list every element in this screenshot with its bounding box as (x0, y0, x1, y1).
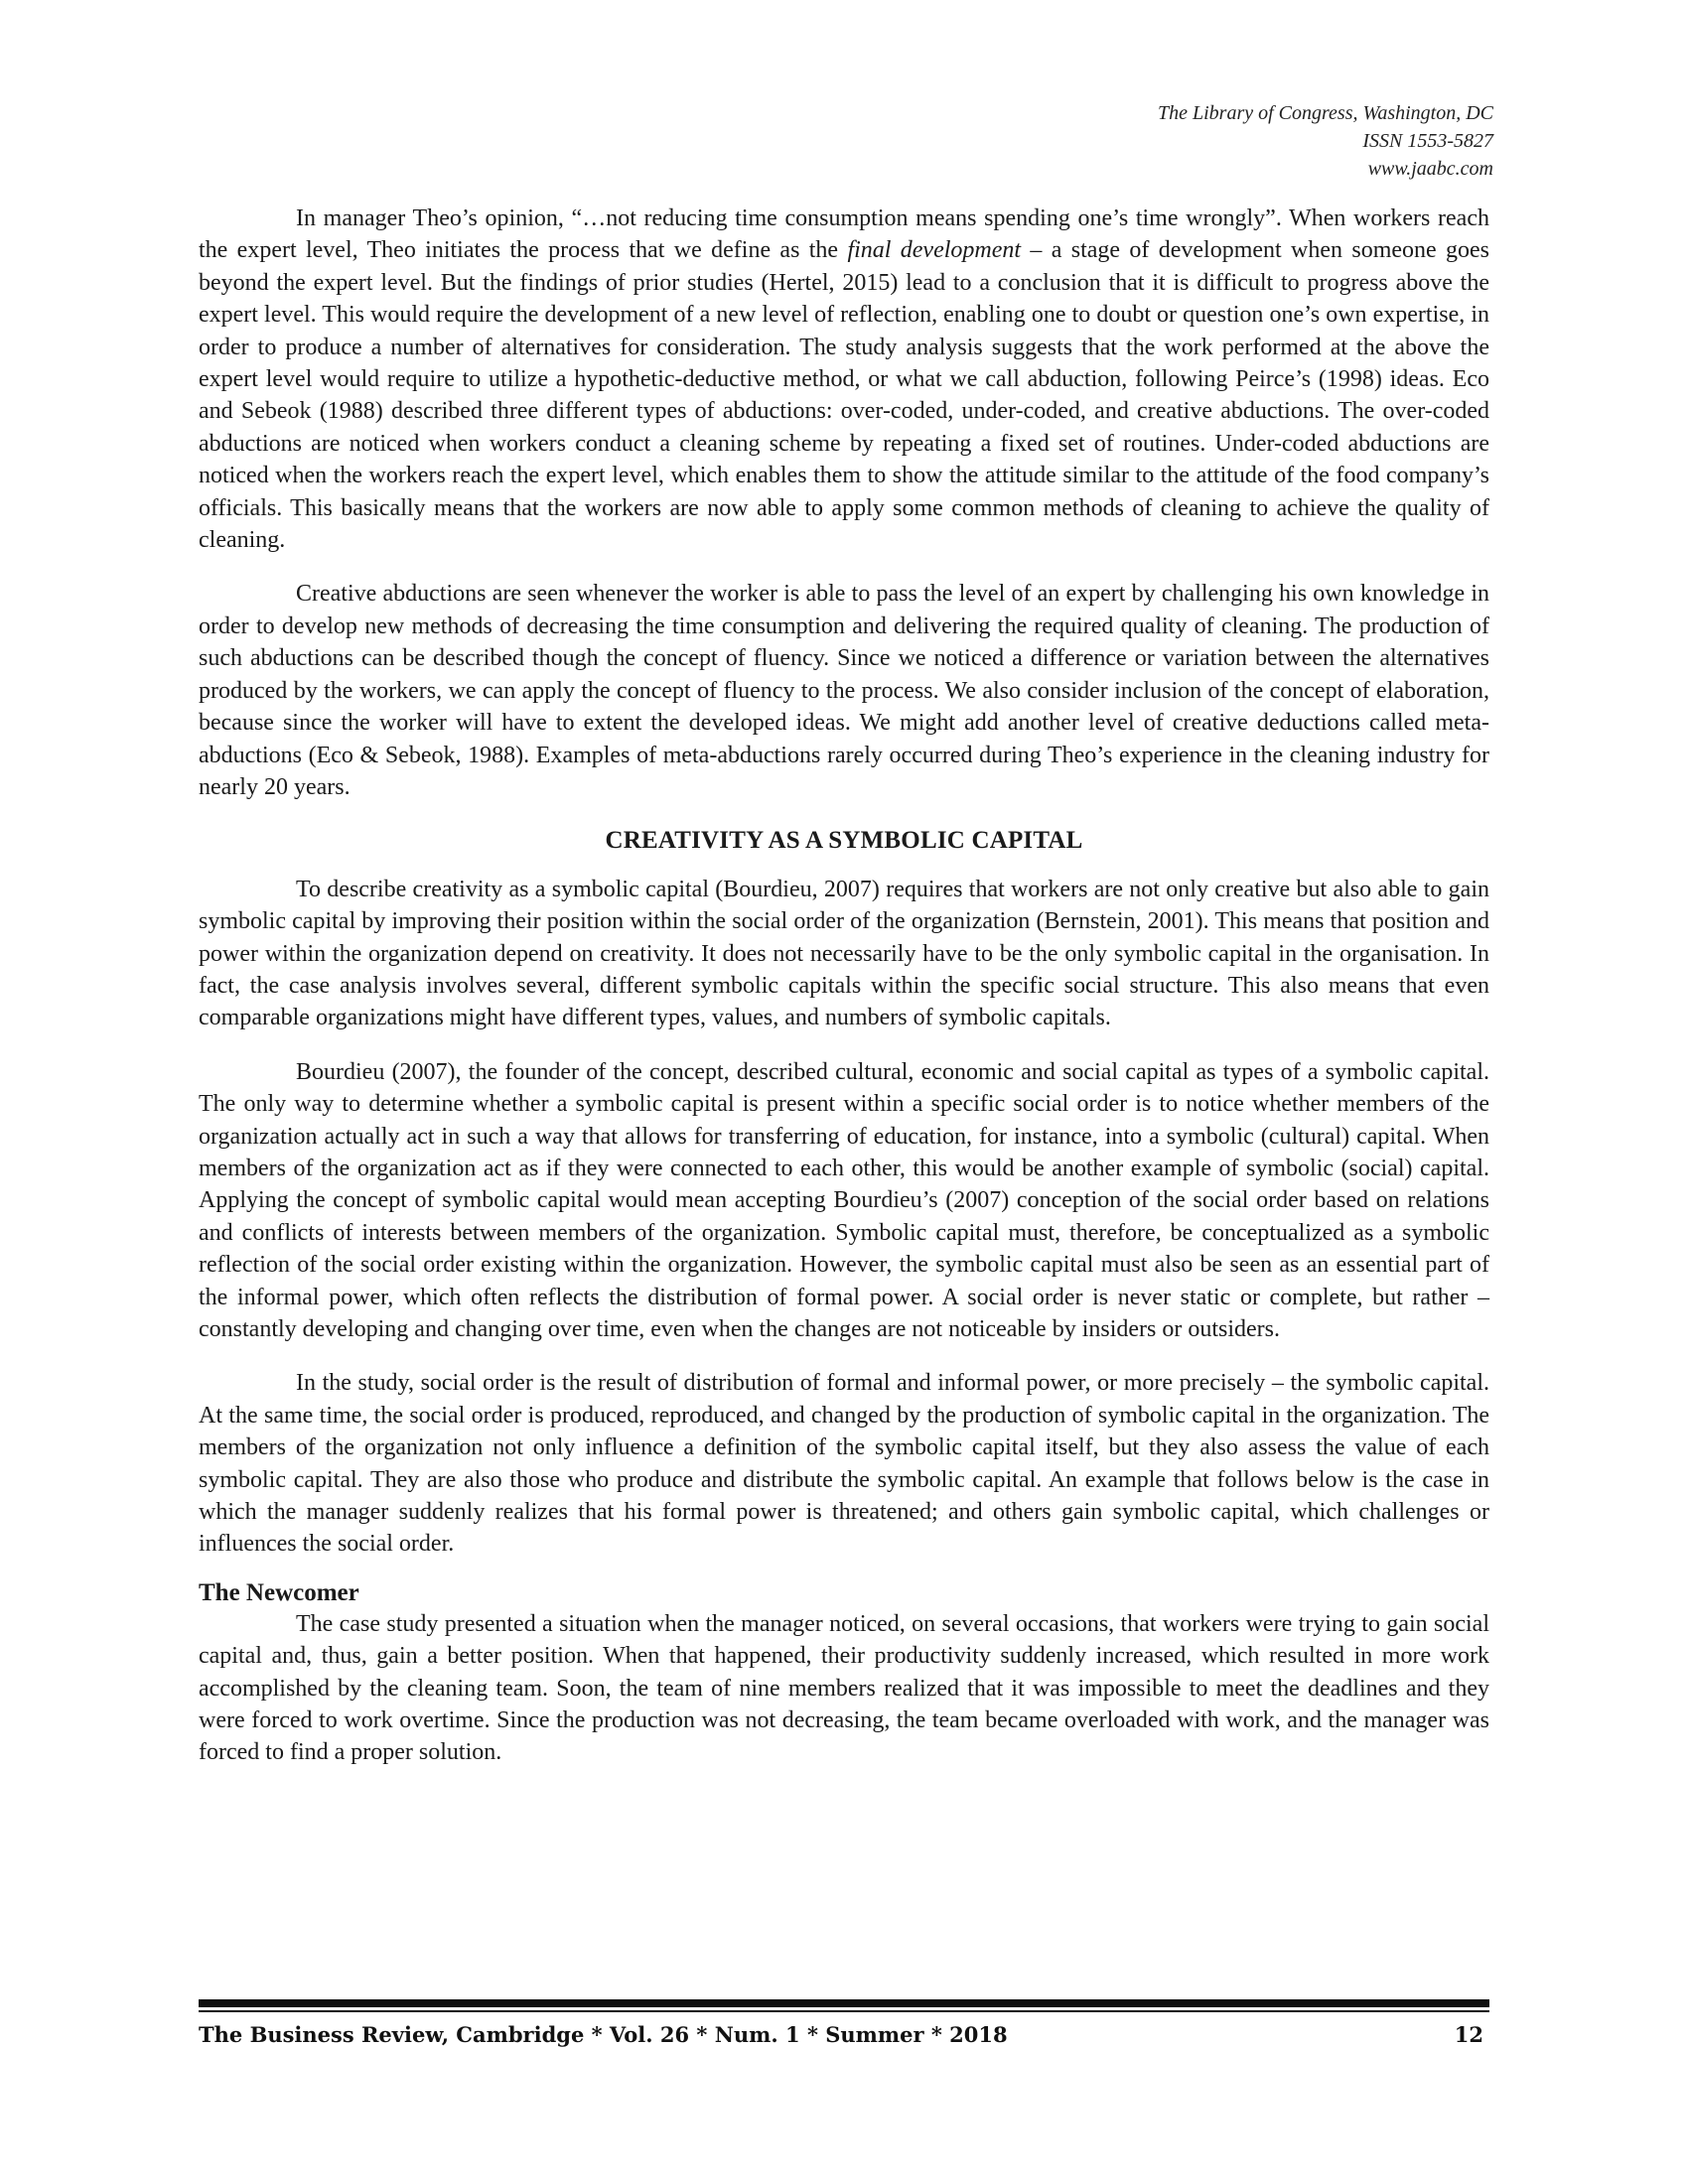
subsection-heading: The Newcomer (199, 1578, 359, 1606)
page-number: 12 (1454, 2022, 1483, 2047)
paragraph-newcomer: The case study presented a situation when the manager noticed, on several occasions, that workers were trying to gain social capital and, thus, gain a better position. When that happened, their productivity suddenly increased, which resulted in more work accomplished by the cleaning team. Soon, the team of nine members realized that it was impossible to meet the deadlines and they were forced to work overtime. Since the production was not decreasing, the team became overloaded with work, and the manager was forced to find a proper solution. (199, 1610, 1489, 1766)
paragraph-creative-abductions: Creative abductions are seen whenever the worker is able to pass the level of an expert by challenging his own knowledge in order to develop new methods of decreasing the time consumption and delivering the required quality of cleaning. The production of such abductions can be described though the concept of fluency. Since we noticed a difference or variation between the alternatives produced by the workers, we can apply the concept of fluency to the process. We also consider inclusion of the concept of elaboration, because since the worker will have to extent the developed ideas. We might add another level of creative deductions called meta-abductions (Eco & Sebeok, 1988). Examples of meta-abductions rarely occurred during Theo’s experience in the cleaning industry for nearly 20 years. (199, 581, 1489, 800)
paragraph-symbolic-capital: To describe creativity as a symbolic capital (Bourdieu, 2007) requires that workers are not only creative but also able to gain symbolic capital by improving their position within the social order of the organization (Bernstein, 2001). This means that position and power within the organization depend on creativity. It does not necessarily have to be the only symbolic capital in the organisation. In fact, the case analysis involves several, different symbolic capitals within the specific social structure. This also means that even comparable organizations might have different types, values, and numbers of symbolic capitals. (199, 876, 1489, 1031)
paragraph-social-order: In the study, social order is the result of distribution of formal and informal power, or more precisely – the symbolic capital. At the same time, the social order is produced, reproduced, and changed by the production of symbolic capital in the organization. The members of the organization not only influence a definition of the symbolic capital itself, but they also assess the value of each symbolic capital. They are also those who produce and distribute the symbolic capital. An example that follows below is the case in which the manager suddenly realizes that his formal power is threatened; and others gain symbolic capital, which challenges or influences the social order. (199, 1370, 1489, 1558)
paragraph-final-development (199, 203, 1489, 556)
running-header (1158, 99, 1493, 183)
paragraph-text: In manager Theo’s opinion, “…not reducing time consumption means spending one’s time wrongly”. When workers reach the expert level, Theo initiates the process that we define as the (199, 205, 1489, 264)
footer-rule-thin (199, 2010, 1489, 2012)
article-body (199, 203, 1489, 1791)
header-issn: ISSN 1553-5827 (1362, 130, 1493, 152)
header-publisher: The Library of Congress, Washington, DC (1157, 102, 1493, 124)
paragraph-text: – a stage of development when someone goes beyond the expert level. But the findings of prior studies (Hertel, 2015) lead to a conclusion that it is difficult to progress above the expert level. This would require the development of a new level of reflection, enabling one to doubt or question one’s own expertise, in order to produce a number of alternatives for consideration. The study analysis suggests that the work performed at the above the expert level would require to utilize a hypothetic-deductive method, or what we call abduction, following Peirce’s (1998) ideas. Eco and Sebeok (1988) described three different types of abductions: over-coded, under-coded, and creative abductions. The over-coded abductions are noticed when workers conduct a cleaning scheme by repeating a fixed set of routines. Under-coded abductions are noticed when the workers reach the expert level, which enables them to show the attitude similar to the attitude of the food company’s officials. This basically means that the workers are now able to apply some common methods of cleaning to achieve the quality of cleaning. (199, 237, 1489, 554)
header-website: www.jaabc.com (1367, 158, 1493, 180)
footer-rule-thick (199, 1999, 1489, 2007)
footer-journal-citation: The Business Review, Cambridge * Vol. 26 * Num. 1 * Summer * 2018 (199, 2022, 1008, 2047)
paragraph-bourdieu: Bourdieu (2007), the founder of the concept, described cultural, economic and social capital as types of a symbolic capital. The only way to determine whether a symbolic capital is present within a specific social order is to notice whether members of the organization actually act in such a way that allows for transferring of education, for instance, into a symbolic (cultural) capital. When members of the organization act as if they were connected to each other, this would be another example of symbolic (social) capital. Applying the concept of symbolic capital would mean accepting Bourdieu’s (2007) conception of the social order based on relations and conflicts of interests between members of the organization. Symbolic capital must, therefore, be conceptualized as a symbolic reflection of the social order existing within the organization. However, the symbolic capital must also be seen as an essential part of the informal power, which often reflects the distribution of formal power. A social order is never static or complete, but rather – constantly developing and changing over time, even when the changes are not noticeable by insiders or outsiders. (199, 1058, 1489, 1342)
section-heading: CREATIVITY AS A SYMBOLIC CAPITAL (605, 827, 1083, 855)
italic-term: final development (847, 237, 1022, 264)
